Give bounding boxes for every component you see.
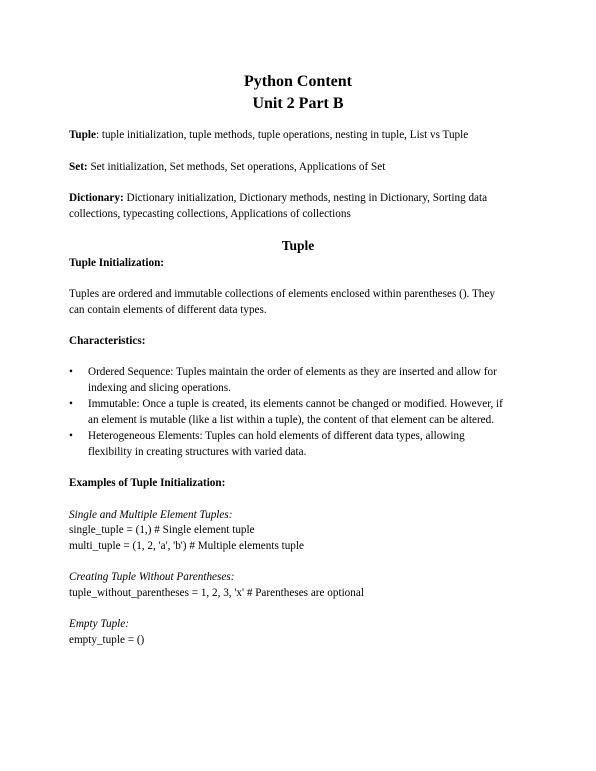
document-title: Python Content (243, 73, 352, 90)
section-heading-tuple: Tuple (281, 238, 315, 253)
characteristic-line: an element is mutable (like a list within a tuple), the content of that element can be altered. (88, 414, 495, 426)
bullet-icon: • (69, 398, 73, 410)
intro-line-1: Tuples are ordered and immutable collections of elements enclosed within parentheses (). They (69, 288, 495, 300)
topic-dictionary (69, 190, 487, 206)
intro-line-2: can contain elements of different data types. (69, 304, 267, 316)
list-item (69, 364, 529, 396)
characteristic-line: Ordered Sequence: Tuples maintain the order of elements as they are inserted and allow for (88, 366, 497, 378)
topic-tuple-text: : tuple initialization, tuple methods, tuple operations, nesting in tuple, List vs Tuple (95, 129, 469, 141)
topic-set-text: Set initialization, Set methods, Set operations, Applications of Set (87, 161, 386, 173)
list-item (69, 396, 529, 428)
topic-dictionary-text-line2: collections, typecasting collections, Applications of collections (69, 208, 351, 220)
tuple-initialization-heading: Tuple Initialization: (69, 257, 165, 269)
topic-set-label: Set: (69, 161, 88, 173)
document-subtitle: Unit 2 Part B (252, 95, 344, 112)
characteristic-line: indexing and slicing operations. (88, 382, 231, 394)
examples-heading: Examples of Tuple Initialization: (69, 477, 226, 489)
example-caption: Creating Tuple Without Parentheses: (69, 571, 235, 583)
code-line: tuple_without_parentheses = 1, 2, 3, 'x' # Parentheses are optional (69, 587, 364, 599)
bullet-icon: • (69, 430, 73, 442)
characteristic-line: Immutable: Once a tuple is created, its elements cannot be changed or modified. However, if (88, 398, 503, 410)
characteristics-list (69, 364, 529, 460)
topic-tuple-label: Tuple (69, 129, 96, 141)
topic-dictionary-text-line1: Dictionary initialization, Dictionary methods, nesting in Dictionary, Sorting data (123, 192, 488, 204)
characteristic-line: flexibility in creating structures with varied data. (88, 446, 307, 458)
topic-tuple (69, 127, 468, 143)
topic-set (69, 159, 385, 175)
code-line: empty_tuple = () (69, 634, 145, 646)
example-caption: Single and Multiple Element Tuples: (69, 509, 233, 521)
code-line: single_tuple = (1,) # Single element tuple (69, 524, 255, 536)
example-caption: Empty Tuple: (69, 618, 129, 630)
list-item (69, 428, 529, 460)
characteristic-line: Heterogeneous Elements: Tuples can hold elements of different data types, allowing (88, 430, 465, 442)
code-line: multi_tuple = (1, 2, 'a', 'b') # Multiple elements tuple (69, 540, 304, 552)
topic-dictionary-label: Dictionary: (69, 192, 124, 204)
characteristics-heading: Characteristics: (69, 335, 146, 347)
bullet-icon: • (69, 366, 73, 378)
